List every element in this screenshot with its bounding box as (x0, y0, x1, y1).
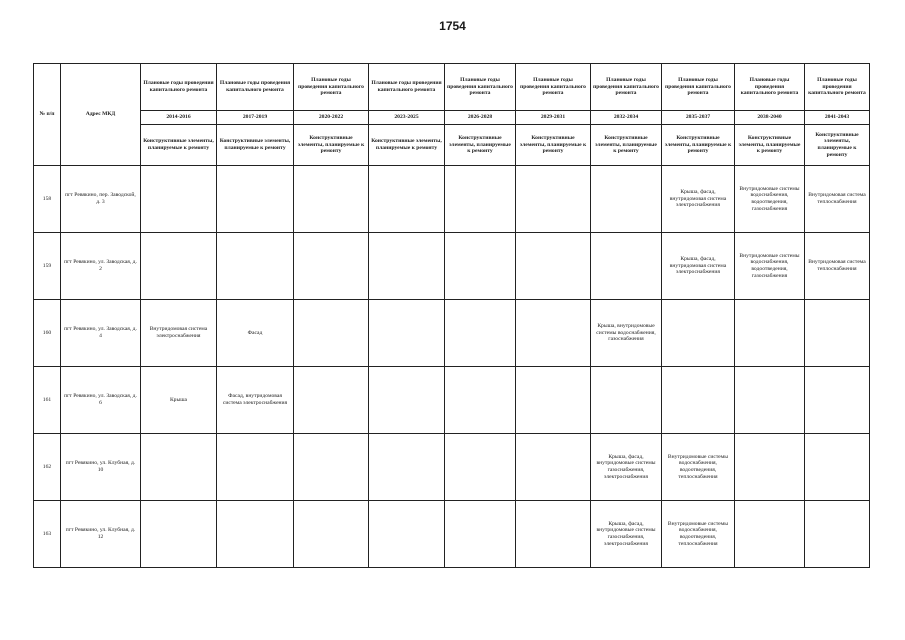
row-number: 159 (34, 233, 61, 300)
period-title: Плановые годы проведения капитального ремонта (141, 64, 217, 111)
repair-cell (735, 300, 805, 367)
row-number: 163 (34, 501, 61, 568)
repair-cell (294, 300, 369, 367)
repair-cell (369, 233, 445, 300)
repair-cell (217, 233, 294, 300)
repair-cell (294, 501, 369, 568)
table-row (34, 300, 870, 367)
repair-cell (294, 434, 369, 501)
period-years: 2041-2043 (805, 111, 870, 125)
row-number: 158 (34, 166, 61, 233)
elements-header: Конструктивные элементы, планируемые к ремонту (217, 125, 294, 166)
elements-header: Конструктивные элементы, планируемые к ремонту (805, 125, 870, 166)
table-row (34, 434, 870, 501)
row-number: 162 (34, 434, 61, 501)
repair-cell (294, 166, 369, 233)
repair-cell (217, 434, 294, 501)
elements-header: Конструктивные элементы, планируемые к ремонту (445, 125, 516, 166)
elements-header: Конструктивные элементы, планируемые к ремонту (294, 125, 369, 166)
repair-cell (516, 300, 591, 367)
elements-header: Конструктивные элементы, планируемые к ремонту (735, 125, 805, 166)
row-address: пгт Ревякино, ул. Заводская, д. 2 (61, 233, 141, 300)
elements-header: Конструктивные элементы, планируемые к ремонту (662, 125, 735, 166)
repair-cell (516, 434, 591, 501)
repair-cell (516, 501, 591, 568)
row-address: пгт Ревякино, ул. Клубная, д. 12 (61, 501, 141, 568)
elements-header: Конструктивные элементы, планируемые к ремонту (369, 125, 445, 166)
period-title: Плановые годы проведения капитального ремонта (805, 64, 870, 111)
repair-cell: Крыша, фасад, внутридомовые системы газоснабжения, электроснабжения (591, 501, 662, 568)
period-years: 2032-2034 (591, 111, 662, 125)
table-row (34, 166, 870, 233)
repair-cell (369, 501, 445, 568)
table-row (34, 233, 870, 300)
repair-cell: Крыша, фасад, внутридомовая система электроснабжения (662, 233, 735, 300)
repair-cell (591, 233, 662, 300)
num-column-header: № п/п (34, 64, 61, 166)
row-address: пгт Ревякино, пер. Заводской, д. 3 (61, 166, 141, 233)
row-number: 161 (34, 367, 61, 434)
address-column-header: Адрес МКД (61, 64, 141, 166)
period-title: Плановые годы проведения капитального ремонта (516, 64, 591, 111)
period-title: Плановые годы проведения капитального ремонта (369, 64, 445, 111)
repair-cell: Крыша, фасад, внутридомовая система электроснабжения (662, 166, 735, 233)
repair-cell (591, 367, 662, 434)
repair-cell: Фасад, внутридомовая система электроснабжения (217, 367, 294, 434)
repair-cell (516, 166, 591, 233)
repair-cell: Внутридомовые системы водоснабжения, водоотведения, теплоснабжения (662, 434, 735, 501)
period-title: Плановые годы проведения капитального ремонта (662, 64, 735, 111)
repair-cell (805, 300, 870, 367)
repair-cell (445, 501, 516, 568)
row-address: пгт Ревякино, ул. Клубная, д. 10 (61, 434, 141, 501)
repair-cell (591, 166, 662, 233)
repair-cell (662, 300, 735, 367)
header-row-titles (34, 64, 870, 111)
repair-cell (445, 367, 516, 434)
repair-cell (735, 501, 805, 568)
repair-cell: Крыша (141, 367, 217, 434)
period-title: Плановые годы проведения капитального ремонта (217, 64, 294, 111)
repair-cell (805, 501, 870, 568)
repair-cell: Фасад (217, 300, 294, 367)
period-years: 2029-2031 (516, 111, 591, 125)
repair-cell (369, 367, 445, 434)
repair-cell (369, 300, 445, 367)
capital-repair-plan-table (33, 63, 870, 568)
repair-cell: Крыша, фасад, внутридомовые системы газоснабжения, электроснабжения (591, 434, 662, 501)
row-address: пгт Ревякино, ул. Заводская, д. 6 (61, 367, 141, 434)
repair-cell (217, 501, 294, 568)
table-row (34, 501, 870, 568)
repair-cell (141, 166, 217, 233)
elements-header: Конструктивные элементы, планируемые к ремонту (516, 125, 591, 166)
period-years: 2020-2022 (294, 111, 369, 125)
repair-cell (294, 367, 369, 434)
repair-cell (445, 166, 516, 233)
repair-cell: Внутридомовые системы водоснабжения, водоотведения, газоснабжения (735, 166, 805, 233)
elements-header: Конструктивные элементы, планируемые к ремонту (591, 125, 662, 166)
period-title: Плановые годы проведения капитального ремонта (591, 64, 662, 111)
repair-cell: Крыша, внутридомовые системы водоснабжения, газоснабжения (591, 300, 662, 367)
period-years: 2017-2019 (217, 111, 294, 125)
row-address: пгт Ревякино, ул. Заводская, д. 4 (61, 300, 141, 367)
repair-cell (735, 367, 805, 434)
repair-cell (141, 233, 217, 300)
repair-cell (445, 233, 516, 300)
period-years: 2014-2016 (141, 111, 217, 125)
header-row-periods (34, 111, 870, 125)
repair-cell (805, 367, 870, 434)
table-row (34, 367, 870, 434)
repair-cell (805, 434, 870, 501)
period-years: 2023-2025 (369, 111, 445, 125)
period-years: 2038-2040 (735, 111, 805, 125)
repair-cell (141, 501, 217, 568)
repair-cell: Внутридомовая система теплоснабжения (805, 166, 870, 233)
period-title: Плановые годы проведения капитального ремонта (445, 64, 516, 111)
elements-header: Конструктивные элементы, планируемые к ремонту (141, 125, 217, 166)
repair-cell (735, 434, 805, 501)
repair-cell (516, 367, 591, 434)
repair-cell: Внутридомовые системы водоснабжения, водоотведения, теплоснабжения (662, 501, 735, 568)
repair-cell: Внутридомовая система теплоснабжения (805, 233, 870, 300)
repair-cell (294, 233, 369, 300)
header-row-elements (34, 125, 870, 166)
repair-cell (217, 166, 294, 233)
repair-cell (445, 300, 516, 367)
repair-cell (516, 233, 591, 300)
repair-cell (445, 434, 516, 501)
period-title: Плановые годы проведения капитального ремонта (294, 64, 369, 111)
repair-cell (141, 434, 217, 501)
repair-cell (369, 166, 445, 233)
repair-cell (662, 367, 735, 434)
period-title: Плановые годы проведения капитального ремонта (735, 64, 805, 111)
repair-cell: Внутридомовая система электроснабжения (141, 300, 217, 367)
repair-cell: Внутридомовые системы водоснабжения, водоотведения, газоснабжения (735, 233, 805, 300)
row-number: 160 (34, 300, 61, 367)
period-years: 2026-2028 (445, 111, 516, 125)
page-number: 1754 (439, 19, 466, 33)
period-years: 2035-2037 (662, 111, 735, 125)
repair-cell (369, 434, 445, 501)
